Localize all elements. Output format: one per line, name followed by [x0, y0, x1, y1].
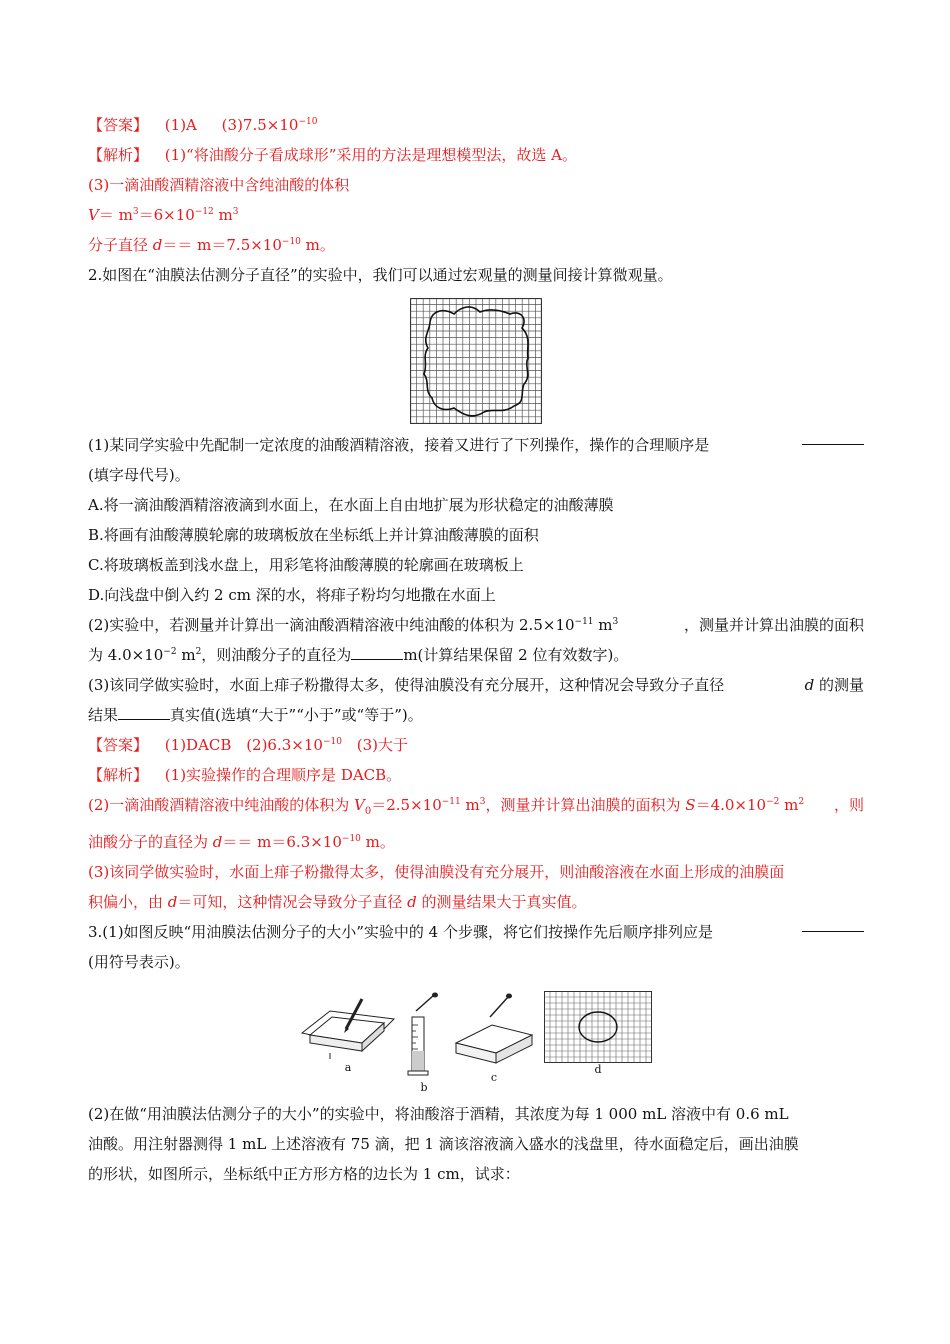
question-2-part-2-cont [88, 640, 864, 670]
document-page [88, 110, 864, 1189]
question-2-part-1-cont: (填字母代号)。 [88, 466, 190, 484]
question-text: m [593, 616, 613, 634]
exponent: −2 [766, 797, 780, 807]
question-2-part-3-cont [88, 700, 864, 730]
question-text: 结果 [88, 706, 119, 724]
step-c [452, 991, 536, 1095]
exponent: −11 [574, 617, 594, 627]
eq-text: ＝4.0×10 [695, 796, 767, 814]
explanation2-line-5 [88, 887, 864, 917]
eq-text: 的测量结果大于真实值。 [416, 893, 587, 911]
exponent: −2 [163, 647, 177, 657]
question-text: m [176, 646, 196, 664]
answer-part-1: (1)DACB [164, 736, 232, 754]
eq-text: ，则 [833, 796, 864, 814]
var-s: S [685, 796, 696, 814]
explanation-line-3 [88, 200, 864, 230]
eq-text: ＝可知，这种情况会导致分子直径 [177, 893, 408, 911]
question-text: (1)某同学实验中先配制一定浓度的油酸酒精溶液，接着又进行了下列操作，操作的合理顺序是 [88, 436, 710, 454]
question-3-part-1 [88, 917, 864, 947]
var-d: d [167, 893, 178, 911]
caption-a: a [344, 1061, 352, 1074]
explanation2-line-1 [88, 760, 864, 790]
grid-paper-film-icon [544, 991, 652, 1063]
subscript: 0 [364, 806, 372, 817]
exponent: 3 [232, 207, 239, 217]
eq-text: ＝2.5×10 [371, 796, 442, 814]
oil-film-grid-figure [88, 298, 864, 424]
question-2-part-3 [88, 670, 864, 700]
question-2-part-2 [88, 610, 864, 640]
eq-text: m。 [360, 833, 395, 851]
option-c: C.将玻璃板盖到浅水盘上，用彩笔将油酸薄膜的轮廓画在玻璃板上 [88, 556, 524, 574]
exponent: −12 [194, 207, 214, 217]
answer-tag: 【答案】 [88, 116, 149, 134]
exponent: −10 [322, 737, 342, 747]
explanation-text: (1)实验操作的合理顺序是 DACB。 [164, 766, 402, 784]
eq-text: ＝6×10 [138, 206, 195, 224]
var-d: d [152, 236, 163, 254]
question-text: (2)实验中，若测量并计算出一滴油酸酒精溶液中纯油酸的体积为 2.5×10 [88, 616, 575, 634]
step-d [544, 991, 652, 1095]
eq-text: m [213, 206, 233, 224]
step-a [300, 991, 396, 1095]
answer-blank[interactable] [802, 917, 864, 932]
explanation-tag: 【解析】 [88, 146, 149, 164]
var-d: d [804, 676, 815, 694]
var-d: d [212, 833, 223, 851]
question-text: 为 4.0×10 [88, 646, 164, 664]
caption-d: d [594, 1063, 602, 1076]
exponent: −10 [281, 237, 301, 247]
caption-c: c [490, 1071, 498, 1084]
tray-dropper-icon [452, 991, 536, 1071]
answer-blank[interactable] [351, 645, 403, 660]
question-2-stem: 2.如图在“油膜法估测分子直径”的实验中，我们可以通过宏观量的测量间接计算微观量。 [88, 266, 673, 284]
question-3-part-2-cont-2: 的形状，如图所示，坐标纸中正方形方格的边长为 1 cm，试求： [88, 1165, 520, 1183]
eq-text: m [779, 796, 799, 814]
eq-text: 分子直径 [88, 236, 153, 254]
explanation-line-2: (3)一滴油酸酒精溶液中含纯油酸的体积 [88, 176, 350, 194]
question-text: (3)该同学做实验时，水面上痱子粉撒得太多，使得油膜没有充分展开，这种情况会导致分子直径 [88, 676, 725, 694]
question-text: 3.(1)如图反映“用油膜法估测分子的大小”实验中的 4 个步骤，将它们按操作先后顺序排列应是 [88, 923, 713, 941]
eq-text: 积偏小，由 [88, 893, 168, 911]
option-b: B.将画有油酸薄膜轮廓的玻璃板放在坐标纸上并计算油酸薄膜的面积 [88, 526, 539, 544]
answer-blank[interactable] [802, 430, 864, 445]
var-v: V [88, 206, 99, 224]
explanation-tag: 【解析】 [88, 766, 149, 784]
exponent: 2 [195, 647, 202, 657]
eq-text: 油酸分子的直径为 [88, 833, 213, 851]
step-b [404, 991, 444, 1095]
question-2-part-1 [88, 430, 864, 460]
eq-text: ＝ m [98, 206, 133, 224]
explanation2-line-4: (3)该同学做实验时，水面上痱子粉撒得太多，使得油膜没有充分展开，则油酸溶液在水面上形成的油膜面 [88, 863, 785, 881]
answer-part-3: (3)7.5×10 [221, 116, 299, 134]
eq-text: ＝＝ m＝7.5×10 [162, 236, 282, 254]
eq-text: m [460, 796, 480, 814]
explanation-line-1 [88, 140, 864, 170]
answer-part-2: (2)6.3×10 [246, 736, 323, 754]
eq-text: m。 [300, 236, 335, 254]
exponent: −10 [298, 117, 318, 127]
question-3-part-2-cont-1: 油酸。用注射器测得 1 mL 上述溶液有 75 滴，把 1 滴该溶液滴入盛水的浅盘里，待水面稳定后，画出油膜 [88, 1135, 799, 1153]
graduated-cylinder-dropper-icon [404, 991, 444, 1081]
question-text: 真实值(选填“大于”“小于”或“等于”)。 [170, 706, 423, 724]
eq-text: (2)一滴油酸酒精溶液中纯油酸的体积为 [88, 796, 355, 814]
answer-tag: 【答案】 [88, 736, 149, 754]
answer-line-2 [88, 730, 864, 760]
oil-film-grid-image [410, 298, 542, 424]
exponent: 3 [479, 797, 486, 807]
answer-line-1 [88, 110, 864, 140]
var-d: d [407, 893, 417, 911]
caption-b: b [420, 1081, 428, 1094]
explanation2-line-3 [88, 827, 864, 857]
var-v: V [354, 796, 365, 814]
question-text: 的测量 [814, 676, 864, 694]
question-text: ，则油酸分子的直径为 [201, 646, 352, 664]
explanation2-line-2 [88, 790, 864, 827]
answer-blank[interactable] [118, 705, 170, 720]
exponent: −10 [341, 834, 361, 844]
eq-text: ，测量并计算出油膜的面积为 [485, 796, 686, 814]
option-d: D.向浅盘中倒入约 2 cm 深的水，将痱子粉均匀地撒在水面上 [88, 586, 496, 604]
question-3-part-1-cont: (用符号表示)。 [88, 953, 190, 971]
explanation-line-4 [88, 230, 864, 260]
option-a: A.将一滴油酸酒精溶液滴到水面上，在水面上自由地扩展为形状稳定的油酸薄膜 [88, 496, 614, 514]
eq-text: ＝＝ m＝6.3×10 [222, 833, 342, 851]
exponent: −11 [441, 797, 461, 807]
question-text: m(计算结果保留 2 位有效数字)。 [403, 646, 629, 664]
exponent: 3 [132, 207, 139, 217]
exponent: 2 [798, 797, 805, 807]
question-3-part-2: (2)在做“用油膜法估测分子的大小”的实验中，将油酸溶于酒精，其浓度为每 1 000 mL 溶液中有 0.6 mL [88, 1105, 789, 1123]
tray-glass-pen-icon [300, 991, 396, 1061]
answer-part-3: (3)大于 [356, 736, 408, 754]
question-text: ，测量并计算出油膜的面积 [683, 616, 864, 634]
experiment-steps-figure [88, 991, 864, 1095]
exponent: 3 [612, 617, 619, 627]
answer-part-1: (1)A [164, 116, 197, 134]
explanation-text: (1)“将油酸分子看成球形”采用的方法是理想模型法，故选 A。 [164, 146, 577, 164]
